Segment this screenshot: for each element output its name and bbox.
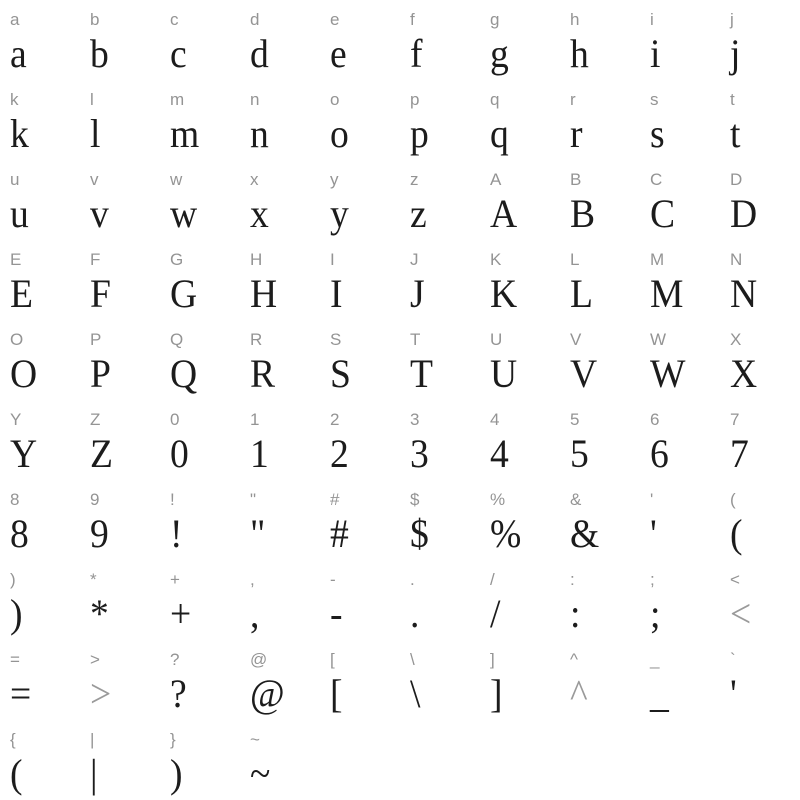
glyph-preview: (: [10, 751, 23, 796]
glyph-preview: ,: [250, 591, 260, 636]
glyph-cell: [490, 320, 570, 400]
glyph-preview: F: [90, 271, 111, 316]
glyph-preview: d: [250, 31, 269, 76]
glyph-preview: ^: [570, 671, 588, 716]
glyph-cell: [10, 320, 90, 400]
glyph-cell: [330, 480, 410, 560]
glyph-preview: Q: [170, 351, 198, 396]
glyph-label: z: [410, 170, 419, 189]
glyph-label: ]: [490, 650, 496, 669]
glyph-label: F: [90, 250, 101, 269]
glyph-label: u: [10, 170, 20, 189]
glyph-label: H: [250, 250, 263, 269]
glyph-preview: x: [250, 191, 269, 236]
glyph-label: y: [330, 170, 339, 189]
glyph-cell: [330, 400, 410, 480]
glyph-cell: [650, 80, 730, 160]
glyph-label: C: [650, 170, 663, 189]
glyph-label: l: [90, 90, 95, 109]
glyph-cell: [410, 320, 490, 400]
glyph-cell: [10, 480, 90, 560]
glyph-label: {: [10, 730, 17, 749]
glyph-cell: [570, 400, 650, 480]
glyph-preview: #: [330, 511, 349, 556]
glyph-cell: [330, 240, 410, 320]
glyph-preview: g: [490, 31, 509, 76]
glyph-preview: s: [650, 111, 665, 156]
glyph-preview: \: [410, 671, 421, 716]
glyph-label: V: [570, 330, 582, 349]
glyph-label: <: [730, 570, 741, 589]
glyph-cell: [170, 0, 250, 80]
glyph-preview: W: [650, 351, 686, 396]
glyph-preview: J: [410, 271, 425, 316]
glyph-cell: [250, 640, 330, 720]
glyph-preview: A: [490, 191, 518, 236]
glyph-cell: [90, 320, 170, 400]
glyph-preview: m: [170, 111, 200, 156]
glyph-label: j: [730, 10, 735, 29]
glyph-cell: [90, 240, 170, 320]
glyph-label: w: [170, 170, 183, 189]
glyph-label: *: [90, 570, 98, 589]
glyph-cell: [730, 640, 800, 720]
glyph-cell: [490, 160, 570, 240]
glyph-preview: r: [570, 111, 583, 156]
glyph-label: ~: [250, 730, 261, 749]
glyph-preview: ': [650, 511, 657, 556]
glyph-label: |: [90, 730, 95, 749]
glyph-preview: o: [330, 111, 349, 156]
glyph-label: S: [330, 330, 342, 349]
glyph-preview: M: [650, 271, 684, 316]
glyph-cell: [410, 560, 490, 640]
glyph-cell: [410, 400, 490, 480]
glyph-label: 0: [170, 410, 180, 429]
glyph-preview: I: [330, 271, 343, 316]
glyph-preview: R: [250, 351, 276, 396]
glyph-cell: [250, 320, 330, 400]
glyph-label: e: [330, 10, 340, 29]
glyph-preview: _: [650, 671, 669, 716]
glyph-label: 7: [730, 410, 740, 429]
glyph-preview: ?: [170, 671, 187, 716]
glyph-label: 1: [250, 410, 260, 429]
glyph-preview: k: [10, 111, 29, 156]
glyph-label: o: [330, 90, 340, 109]
glyph-cell: [10, 560, 90, 640]
glyph-preview: =: [10, 671, 32, 716]
glyph-preview: 1: [250, 431, 269, 476]
glyph-preview: X: [730, 351, 758, 396]
glyph-preview: V: [570, 351, 598, 396]
glyph-label: Y: [10, 410, 22, 429]
glyph-label: ": [250, 490, 257, 509]
glyph-cell: [490, 80, 570, 160]
glyph-label: T: [410, 330, 421, 349]
glyph-cell: [10, 400, 90, 480]
glyph-cell: [730, 240, 800, 320]
glyph-cell: [90, 480, 170, 560]
glyph-preview: 4: [490, 431, 509, 476]
glyph-label: ?: [170, 650, 180, 669]
glyph-cell: [410, 240, 490, 320]
glyph-cell: [650, 640, 730, 720]
glyph-preview: 8: [10, 511, 29, 556]
glyph-preview: ;: [650, 591, 661, 636]
glyph-cell: [330, 320, 410, 400]
glyph-preview: [: [330, 671, 343, 716]
glyph-preview: z: [410, 191, 427, 236]
glyph-label: k: [10, 90, 19, 109]
glyph-preview: c: [170, 31, 187, 76]
glyph-label: 2: [330, 410, 340, 429]
glyph-label: 8: [10, 490, 20, 509]
glyph-preview: q: [490, 111, 509, 156]
glyph-label: %: [490, 490, 506, 509]
glyph-label: !: [170, 490, 176, 509]
glyph-label: h: [570, 10, 580, 29]
glyph-preview: K: [490, 271, 518, 316]
glyph-cell: [730, 0, 800, 80]
glyph-label: `: [730, 650, 737, 669]
glyph-preview: P: [90, 351, 111, 396]
glyph-label: E: [10, 250, 22, 269]
glyph-cell: [10, 240, 90, 320]
glyph-cell: [250, 560, 330, 640]
glyph-cell: [490, 480, 570, 560]
glyph-label: .: [410, 570, 416, 589]
glyph-preview: n: [250, 111, 269, 156]
glyph-label: ,: [250, 570, 256, 589]
glyph-cell: [90, 0, 170, 80]
glyph-preview: N: [730, 271, 758, 316]
glyph-preview: 7: [730, 431, 749, 476]
glyph-preview: ": [250, 511, 266, 556]
glyph-preview: 5: [570, 431, 589, 476]
glyph-cell: [650, 160, 730, 240]
glyph-cell: [90, 160, 170, 240]
glyph-cell: [10, 160, 90, 240]
glyph-preview: i: [650, 31, 661, 76]
glyph-cell: [90, 720, 170, 800]
glyph-label: 4: [490, 410, 500, 429]
glyph-cell: [90, 560, 170, 640]
glyph-cell: [490, 400, 570, 480]
glyph-cell: [90, 640, 170, 720]
glyph-label: R: [250, 330, 263, 349]
glyph-label: $: [410, 490, 420, 509]
glyph-label: @: [250, 650, 268, 669]
glyph-label: L: [570, 250, 580, 269]
glyph-label: ^: [570, 650, 579, 669]
glyph-cell: [650, 240, 730, 320]
glyph-preview: /: [490, 591, 501, 636]
glyph-cell: [10, 0, 90, 80]
glyph-preview: f: [410, 31, 423, 76]
glyph-label: i: [650, 10, 655, 29]
glyph-preview: E: [10, 271, 33, 316]
glyph-cell: [650, 400, 730, 480]
glyph-preview: 2: [330, 431, 349, 476]
glyph-preview: T: [410, 351, 433, 396]
glyph-preview: |: [90, 751, 98, 796]
glyph-cell: [250, 480, 330, 560]
glyph-label: p: [410, 90, 420, 109]
glyph-cell: [330, 560, 410, 640]
glyph-label: \: [410, 650, 416, 669]
glyph-label: P: [90, 330, 102, 349]
glyph-preview: >: [90, 671, 112, 716]
glyph-label: q: [490, 90, 500, 109]
glyph-cell: [650, 0, 730, 80]
glyph-cell: [570, 80, 650, 160]
glyph-preview: !: [170, 511, 183, 556]
glyph-preview: e: [330, 31, 347, 76]
glyph-preview: Y: [10, 431, 38, 476]
glyph-preview: G: [170, 271, 198, 316]
glyph-cell: [730, 400, 800, 480]
glyph-label: J: [410, 250, 419, 269]
glyph-preview: @: [250, 671, 285, 716]
glyph-cell: [330, 160, 410, 240]
glyph-cell: [730, 560, 800, 640]
glyph-preview: -: [330, 591, 343, 636]
glyph-preview: $: [410, 511, 429, 556]
glyph-cell: [410, 0, 490, 80]
glyph-label: X: [730, 330, 742, 349]
glyph-label: 5: [570, 410, 580, 429]
glyph-label: #: [330, 490, 340, 509]
glyph-preview: C: [650, 191, 676, 236]
glyph-label: _: [650, 650, 660, 669]
glyph-cell: [410, 160, 490, 240]
glyph-cell: [250, 80, 330, 160]
glyph-cell: [170, 720, 250, 800]
glyph-preview: <: [730, 591, 752, 636]
glyph-cell: [570, 640, 650, 720]
glyph-preview: u: [10, 191, 29, 236]
glyph-preview: *: [90, 591, 109, 636]
glyph-label: K: [490, 250, 502, 269]
glyph-preview: 6: [650, 431, 669, 476]
glyph-label: r: [570, 90, 577, 109]
glyph-preview: a: [10, 31, 27, 76]
glyph-cell: [490, 560, 570, 640]
glyph-preview: B: [570, 191, 596, 236]
glyph-preview: 0: [170, 431, 189, 476]
glyph-label: d: [250, 10, 260, 29]
glyph-cell: [10, 720, 90, 800]
glyph-label: -: [330, 570, 337, 589]
glyph-label: Q: [170, 330, 184, 349]
glyph-preview: y: [330, 191, 349, 236]
glyph-cell: [170, 560, 250, 640]
glyph-label: n: [250, 90, 260, 109]
glyph-label: /: [490, 570, 496, 589]
glyph-preview: ': [730, 671, 737, 716]
glyph-cell: [650, 480, 730, 560]
glyph-cell: [250, 240, 330, 320]
glyph-cell: [10, 80, 90, 160]
glyph-label: g: [490, 10, 500, 29]
glyph-preview: .: [410, 591, 420, 636]
glyph-preview: ): [170, 751, 183, 796]
glyph-preview: U: [490, 351, 518, 396]
glyph-cell: [410, 80, 490, 160]
glyph-cell: [90, 80, 170, 160]
glyph-label: ;: [650, 570, 656, 589]
glyph-preview: L: [570, 271, 593, 316]
glyph-cell: [570, 160, 650, 240]
glyph-preview: l: [90, 111, 101, 156]
glyph-label: :: [570, 570, 576, 589]
glyph-preview: w: [170, 191, 198, 236]
glyph-preview: t: [730, 111, 741, 156]
glyph-preview: D: [730, 191, 758, 236]
glyph-cell: [170, 640, 250, 720]
glyph-cell: [330, 640, 410, 720]
glyph-label: ': [650, 490, 654, 509]
glyph-preview: h: [570, 31, 589, 76]
glyph-label: b: [90, 10, 100, 29]
glyph-preview: 9: [90, 511, 109, 556]
glyph-cell: [570, 320, 650, 400]
glyph-cell: [570, 480, 650, 560]
glyph-cell: [570, 240, 650, 320]
glyph-label: 3: [410, 410, 420, 429]
glyph-preview: :: [570, 591, 581, 636]
glyph-cell: [170, 240, 250, 320]
glyph-cell: [410, 480, 490, 560]
glyph-cell: [730, 80, 800, 160]
glyph-preview: v: [90, 191, 109, 236]
glyph-label: ): [10, 570, 17, 589]
glyph-label: U: [490, 330, 503, 349]
glyph-label: D: [730, 170, 743, 189]
glyph-label: >: [90, 650, 101, 669]
glyph-label: O: [10, 330, 24, 349]
glyph-label: x: [250, 170, 259, 189]
glyph-cell: [250, 0, 330, 80]
glyph-cell: [250, 720, 330, 800]
glyph-preview: O: [10, 351, 38, 396]
glyph-preview: ]: [490, 671, 503, 716]
glyph-preview: ~: [250, 751, 271, 796]
glyph-label: N: [730, 250, 743, 269]
glyph-label: s: [650, 90, 659, 109]
glyph-cell: [570, 560, 650, 640]
glyph-preview: j: [730, 31, 741, 76]
glyph-preview: &: [570, 511, 600, 556]
glyph-label: 6: [650, 410, 660, 429]
glyph-cell: [730, 160, 800, 240]
glyph-label: A: [490, 170, 502, 189]
glyph-label: M: [650, 250, 665, 269]
glyph-label: W: [650, 330, 667, 349]
glyph-preview: H: [250, 271, 278, 316]
glyph-preview: (: [730, 511, 743, 556]
glyph-cell: [410, 640, 490, 720]
glyph-label: +: [170, 570, 181, 589]
glyph-cell: [490, 640, 570, 720]
glyph-cell: [90, 400, 170, 480]
glyph-cell: [250, 400, 330, 480]
glyph-cell: [650, 560, 730, 640]
glyph-preview: S: [330, 351, 351, 396]
glyph-label: [: [330, 650, 336, 669]
glyph-label: f: [410, 10, 416, 29]
glyph-preview: 3: [410, 431, 429, 476]
glyph-cell: [570, 0, 650, 80]
glyph-cell: [490, 240, 570, 320]
glyph-cell: [170, 320, 250, 400]
glyph-preview: Z: [90, 431, 113, 476]
glyph-label: a: [10, 10, 20, 29]
glyph-cell: [330, 0, 410, 80]
glyph-label: }: [170, 730, 177, 749]
glyph-cell: [650, 320, 730, 400]
glyph-cell: [730, 480, 800, 560]
glyph-preview: b: [90, 31, 109, 76]
glyph-preview: +: [170, 591, 192, 636]
glyph-label: c: [170, 10, 179, 29]
glyph-cell: [170, 160, 250, 240]
glyph-cell: [330, 80, 410, 160]
glyph-label: &: [570, 490, 582, 509]
glyph-label: B: [570, 170, 582, 189]
glyph-label: m: [170, 90, 185, 109]
glyph-cell: [730, 320, 800, 400]
glyph-cell: [170, 480, 250, 560]
glyph-label: I: [330, 250, 336, 269]
glyph-label: G: [170, 250, 184, 269]
glyph-cell: [250, 160, 330, 240]
glyph-label: 9: [90, 490, 100, 509]
glyph-label: =: [10, 650, 21, 669]
glyph-cell: [490, 0, 570, 80]
glyph-label: (: [730, 490, 737, 509]
glyph-preview: p: [410, 111, 429, 156]
glyph-preview: ): [10, 591, 23, 636]
glyph-preview: %: [490, 511, 522, 556]
glyph-label: Z: [90, 410, 101, 429]
glyph-label: v: [90, 170, 99, 189]
glyph-label: t: [730, 90, 736, 109]
glyph-cell: [10, 640, 90, 720]
glyph-cell: [170, 400, 250, 480]
glyph-cell: [170, 80, 250, 160]
